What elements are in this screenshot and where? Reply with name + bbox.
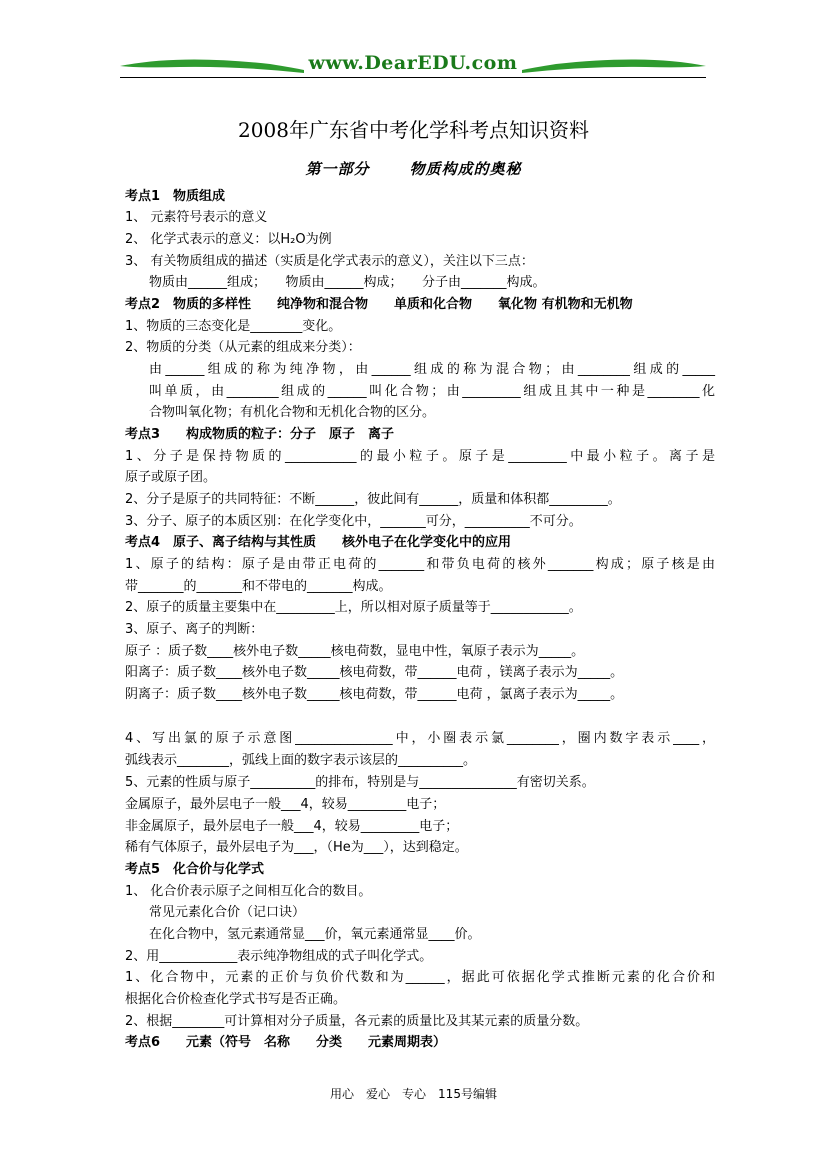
text-line: 2、分子是原子的共同特征：不断______，彼此间有______，质量和体积都_________。 xyxy=(125,492,621,507)
text-line: 带_______的_______和不带电的_______构成。 xyxy=(125,579,392,594)
text-line: 4、写出氯的原子示意图_______________中，小圈表示氯________，圈内数字表示____， xyxy=(125,731,715,746)
text-line: 物质由______组成； 物质由______构成； 分子由_______构成。 xyxy=(149,275,546,290)
text-line: 非金属原子，最外层电子一般___4，较易_________电子； xyxy=(125,819,459,834)
text-line: 原子 ：质子数____核外电子数_____核电荷数，显电中性，氧原子表示为_____。 xyxy=(125,644,585,659)
text-line: 合物叫氧化物；有机化合物和无机化合物的区分。 xyxy=(149,405,436,420)
text-line: 2、用____________表示纯净物组成的式子叫化学式。 xyxy=(125,949,433,964)
text-line: 2、根据________可计算相对分子质量，各元素的质量比及其某元素的质量分数。 xyxy=(125,1014,589,1029)
text-line: 5、元素的性质与原子__________的排布，特别是与_______________有密切关系。 xyxy=(125,775,595,790)
text-line xyxy=(125,706,715,727)
site-logo-text: www.DearEDU.com xyxy=(308,52,518,74)
text-line: 金属原子，最外层电子一般___4，较易_________电子； xyxy=(125,797,446,812)
text-line: 1、 元素符号表示的意义 xyxy=(125,210,268,225)
page-footer: 用心 爱心 专心 115号编辑 xyxy=(330,1087,497,1101)
text-line: 叫单质，由________组成的______叫化合物；由_________组成且其中一种是________化 xyxy=(149,384,715,399)
text-line: 由______组成的称为纯净物，由______组成的称为混合物；由________组成的_____ xyxy=(149,362,715,377)
text-line: 1、 化合价表示原子之间相互化合的数目。 xyxy=(125,884,372,899)
text-line: 原子或原子团。 xyxy=(125,470,217,485)
text-line: 3、 有关物质组成的描述（实质是化学式表示的意义），关注以下三点： xyxy=(125,254,534,269)
text-line: 2、原子的质量主要集中在_________上，所以相对原子质量等于____________。 xyxy=(125,600,582,615)
text-line: 3、原子、离子的判断： xyxy=(125,622,264,637)
text-line: 2、物质的分类（从元素的组成来分类）： xyxy=(125,340,361,355)
text-line: 阴离子：质子数____核外电子数_____核电荷数，带______电荷 ，氯离子表示为_____。 xyxy=(125,687,624,702)
document-title: 2008年广东省中考化学科考点知识资料 xyxy=(238,118,589,142)
text-line: 考点6 元素（符号 名称 分类 元素周期表） xyxy=(125,1035,447,1050)
text-line: 根据化合价检查化学式书写是否正确。 xyxy=(125,992,347,1007)
header-divider xyxy=(120,77,706,78)
text-line: 考点2 物质的多样性 纯净物和混合物 单质和化合物 氧化物 有机物和无机物 xyxy=(125,297,633,312)
text-line: 1、化合物中，元素的正价与负价代数和为______，据此可依据化学式推断元素的化合价和 xyxy=(125,970,715,985)
text-line: 考点1 物质组成 xyxy=(125,189,226,204)
section-subtitle xyxy=(0,158,827,179)
text-line: 考点4 原子、离子结构与其性质 核外电子在化学变化中的应用 xyxy=(125,535,512,550)
text-line: 3、分子、原子的本质区别：在化学变化中，_______可分，__________不可分。 xyxy=(125,514,582,529)
text-line: 考点3 构成物质的粒子：分子 原子 离子 xyxy=(125,427,395,442)
text-line: 阳离子：质子数____核外电子数_____核电荷数，带______电荷 ，镁离子表示为_____。 xyxy=(125,665,624,680)
text-line: 常见元素化合价（记口诀） xyxy=(149,905,306,920)
text-line: 在化合物中，氢元素通常显___价，氧元素通常显____价。 xyxy=(149,927,481,942)
text-line: 稀有气体原子，最外层电子为___，（He为___），达到稳定。 xyxy=(125,840,468,855)
text-line: 1、分子是保持物质的___________的最小粒子。原子是_________中最小粒子。离子是 xyxy=(125,449,715,464)
page-header xyxy=(120,52,706,84)
text-line: 考点5 化合价与化学式 xyxy=(125,862,265,877)
text-line: 2、 化学式表示的意义：以H₂O为例 xyxy=(125,232,332,247)
text-line: 1、原子的结构：原子是由带正电荷的_______和带负电荷的核外_______构成；原子核是由 xyxy=(125,557,715,572)
text-line: 1、物质的三态变化是________变化。 xyxy=(125,319,342,334)
subtitle-part: 第一部分 xyxy=(305,160,370,178)
text-line: 弧线表示________，弧线上面的数字表示该层的__________。 xyxy=(125,753,477,768)
subtitle-name: 物质构成的奥秘 xyxy=(409,160,522,178)
